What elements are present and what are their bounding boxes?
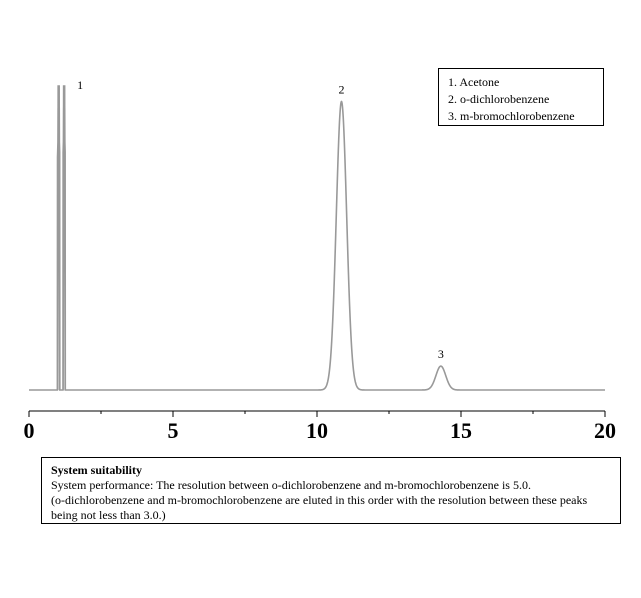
system-suitability-box xyxy=(41,457,621,524)
system-suitability-line: being not less than 3.0.) xyxy=(51,508,166,522)
x-tick-label: 5 xyxy=(167,418,179,443)
system-suitability-heading: System suitability xyxy=(51,463,143,477)
peak-label-2: 2 xyxy=(338,82,345,97)
peak-labels xyxy=(77,78,444,361)
peak-label-3: 3 xyxy=(437,347,444,362)
legend-entry-m-bromochlorobenzene: 3. m-bromochlorobenzene xyxy=(448,109,575,123)
x-axis-ticks xyxy=(24,411,617,443)
x-tick-label: 20 xyxy=(594,418,616,443)
legend-entry-o-dichlorobenzene: 2. o-dichlorobenzene xyxy=(448,92,550,106)
chromatogram-trace xyxy=(29,86,605,390)
x-tick-label: 10 xyxy=(306,418,328,443)
peak-legend xyxy=(438,68,604,126)
peak-label-1: 1 xyxy=(77,78,84,92)
legend-entry-acetone: 1. Acetone xyxy=(448,75,500,89)
x-tick-label: 0 xyxy=(23,418,35,443)
x-tick-label: 15 xyxy=(450,418,472,443)
system-suitability-line: (o-dichlorobenzene and m-bromochlorobenzene are eluted in this order with the resolution between these peaks xyxy=(51,493,588,507)
system-suitability-line: System performance: The resolution between o-dichlorobenzene and m-bromochlorobenzene is 5.0. xyxy=(51,478,531,492)
